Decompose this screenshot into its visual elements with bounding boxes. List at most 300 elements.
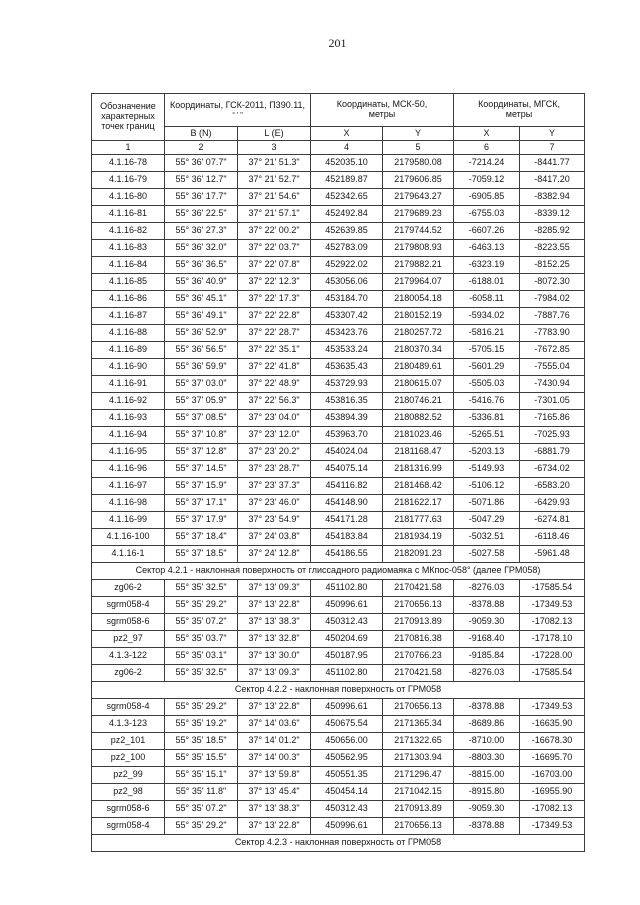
mgsk-y-value: -17082.13 [520, 801, 585, 818]
mgsk-x-value: -9059.30 [454, 801, 520, 818]
msk-x-value: 450312.43 [311, 614, 383, 631]
point-id: 4.1.16-93 [92, 410, 165, 427]
mgsk-x-value: -5106.12 [454, 478, 520, 495]
b-n-value: 55° 35' 32.5" [165, 580, 238, 597]
mgsk-x-value: -8276.03 [454, 665, 520, 682]
mgsk-y-value: -16635.90 [520, 716, 585, 733]
msk-y-value: 2181468.42 [383, 478, 454, 495]
msk-y-value: 2180746.21 [383, 393, 454, 410]
point-id: pz2_98 [92, 784, 165, 801]
header-mgsk-title: Координаты, МГСК, [478, 99, 560, 110]
point-id: 4.1.16-98 [92, 495, 165, 512]
msk-x-value: 450454.14 [311, 784, 383, 801]
b-n-value: 55° 37' 18.4" [165, 529, 238, 546]
mgsk-y-value: -17178.10 [520, 631, 585, 648]
msk-x-value: 450562.95 [311, 750, 383, 767]
point-id: pz2_100 [92, 750, 165, 767]
l-e-value: 37° 23' 04.0" [238, 410, 311, 427]
l-e-value: 37° 22' 41.8" [238, 359, 311, 376]
b-n-value: 55° 36' 22.5" [165, 206, 238, 223]
mgsk-y-value: -17349.53 [520, 597, 585, 614]
point-id: 4.1.16-86 [92, 291, 165, 308]
msk-y-value: 2171365.34 [383, 716, 454, 733]
table-row [92, 631, 585, 648]
l-e-value: 37° 13' 22.8" [238, 818, 311, 835]
msk-x-value: 452189.87 [311, 172, 383, 189]
coordinates-table [91, 93, 585, 852]
mgsk-x-value: -5934.02 [454, 308, 520, 325]
table-row [92, 546, 585, 563]
msk-y-value: 2181777.63 [383, 512, 454, 529]
l-e-value: 37° 21' 57.1" [238, 206, 311, 223]
msk-y-value: 2181168.47 [383, 444, 454, 461]
l-e-value: 37° 13' 30.0" [238, 648, 311, 665]
mgsk-y-value: -6583.20 [520, 478, 585, 495]
l-e-value: 37° 23' 28.7" [238, 461, 311, 478]
mgsk-y-value: -8072.30 [520, 274, 585, 291]
table-row [92, 733, 585, 750]
header-num-3: 3 [238, 141, 311, 155]
msk-x-value: 452035.10 [311, 155, 383, 172]
l-e-value: 37° 23' 20.2" [238, 444, 311, 461]
msk-x-value: 453729.93 [311, 376, 383, 393]
b-n-value: 55° 37' 03.0" [165, 376, 238, 393]
l-e-value: 37° 13' 22.8" [238, 699, 311, 716]
b-n-value: 55° 35' 15.1" [165, 767, 238, 784]
point-id: 4.1.16-79 [92, 172, 165, 189]
table-row [92, 716, 585, 733]
header-row-groups [92, 94, 585, 127]
point-id: pz2_97 [92, 631, 165, 648]
table-row [92, 393, 585, 410]
msk-y-value: 2170421.58 [383, 580, 454, 597]
msk-y-value: 2171042.15 [383, 784, 454, 801]
point-id: 4.1.16-84 [92, 257, 165, 274]
l-e-value: 37° 14' 01.2" [238, 733, 311, 750]
point-id: 4.1.16-94 [92, 427, 165, 444]
table-row [92, 699, 585, 716]
point-id: 4.1.16-99 [92, 512, 165, 529]
mgsk-x-value: -5149.93 [454, 461, 520, 478]
table-row [92, 189, 585, 206]
header-num-7: 7 [520, 141, 585, 155]
mgsk-y-value: -6118.46 [520, 529, 585, 546]
point-id: 4.1.16-1 [92, 546, 165, 563]
l-e-value: 37° 13' 45.4" [238, 784, 311, 801]
table-row [92, 376, 585, 393]
b-n-value: 55° 36' 27.3" [165, 223, 238, 240]
table-row [92, 291, 585, 308]
msk-x-value: 454186.55 [311, 546, 383, 563]
table-row [92, 818, 585, 835]
b-n-value: 55° 35' 07.2" [165, 614, 238, 631]
b-n-value: 55° 37' 17.9" [165, 512, 238, 529]
point-id: pz2_101 [92, 733, 165, 750]
l-e-value: 37° 13' 22.8" [238, 597, 311, 614]
table-row [92, 580, 585, 597]
mgsk-x-value: -6607.26 [454, 223, 520, 240]
msk-x-value: 453533.24 [311, 342, 383, 359]
b-n-value: 55° 36' 52.9" [165, 325, 238, 342]
table-row [92, 665, 585, 682]
mgsk-y-value: -16955.90 [520, 784, 585, 801]
header-msk-title: Координаты, МСК-50, [336, 99, 428, 110]
mgsk-x-value: -5505.03 [454, 376, 520, 393]
msk-y-value: 2170766.23 [383, 648, 454, 665]
l-e-value: 37° 22' 12.3" [238, 274, 311, 291]
point-id: 4.1.3-122 [92, 648, 165, 665]
table-row [92, 155, 585, 172]
msk-y-value: 2171303.94 [383, 750, 454, 767]
l-e-value: 37° 14' 03.6" [238, 716, 311, 733]
header-msk-group [311, 94, 454, 127]
table-row [92, 444, 585, 461]
mgsk-y-value: -17349.53 [520, 818, 585, 835]
msk-y-value: 2179882.21 [383, 257, 454, 274]
header-num-2: 2 [165, 141, 238, 155]
mgsk-y-value: -17082.13 [520, 614, 585, 631]
table-row [92, 308, 585, 325]
point-id: 4.1.16-91 [92, 376, 165, 393]
msk-x-value: 454116.82 [311, 478, 383, 495]
msk-y-value: 2179643.27 [383, 189, 454, 206]
header-msk-y: Y [383, 127, 454, 141]
table-row [92, 325, 585, 342]
mgsk-x-value: -5816.21 [454, 325, 520, 342]
mgsk-x-value: -8710.00 [454, 733, 520, 750]
msk-x-value: 452922.02 [311, 257, 383, 274]
page-number: 201 [328, 36, 347, 50]
table-row [92, 750, 585, 767]
mgsk-x-value: -5265.51 [454, 427, 520, 444]
mgsk-x-value: -5705.15 [454, 342, 520, 359]
mgsk-y-value: -8417.20 [520, 172, 585, 189]
header-mgsk-x: X [454, 127, 520, 141]
section-row [92, 563, 585, 580]
header-num-5: 5 [383, 141, 454, 155]
table-row [92, 801, 585, 818]
msk-y-value: 2171322.65 [383, 733, 454, 750]
mgsk-x-value: -5203.13 [454, 444, 520, 461]
msk-x-value: 454075.14 [311, 461, 383, 478]
table-row [92, 767, 585, 784]
msk-y-value: 2179808.93 [383, 240, 454, 257]
l-e-value: 37° 22' 03.7" [238, 240, 311, 257]
header-num-6: 6 [454, 141, 520, 155]
msk-y-value: 2182091.23 [383, 546, 454, 563]
mgsk-x-value: -5336.81 [454, 410, 520, 427]
b-n-value: 55° 35' 18.5" [165, 733, 238, 750]
l-e-value: 37° 22' 56.3" [238, 393, 311, 410]
msk-y-value: 2170816.38 [383, 631, 454, 648]
mgsk-y-value: -8152.25 [520, 257, 585, 274]
mgsk-x-value: -9059.30 [454, 614, 520, 631]
msk-x-value: 452639.85 [311, 223, 383, 240]
header-num-1: 1 [92, 141, 165, 155]
msk-x-value: 453056.06 [311, 274, 383, 291]
mgsk-x-value: -5027.58 [454, 546, 520, 563]
mgsk-y-value: -6274.81 [520, 512, 585, 529]
msk-y-value: 2171296.47 [383, 767, 454, 784]
mgsk-x-value: -8915.80 [454, 784, 520, 801]
msk-y-value: 2181622.17 [383, 495, 454, 512]
l-e-value: 37° 22' 28.7" [238, 325, 311, 342]
l-e-value: 37° 13' 09.3" [238, 580, 311, 597]
b-n-value: 55° 35' 19.2" [165, 716, 238, 733]
table-row [92, 342, 585, 359]
b-n-value: 55° 37' 15.9" [165, 478, 238, 495]
msk-x-value: 453894.39 [311, 410, 383, 427]
mgsk-x-value: -6905.85 [454, 189, 520, 206]
l-e-value: 37° 23' 54.9" [238, 512, 311, 529]
mgsk-y-value: -16695.70 [520, 750, 585, 767]
table-row [92, 410, 585, 427]
header-l-e: L (E) [238, 127, 311, 141]
section-label: Сектор 4.2.3 - наклонная поверхность от ГРМ058 [92, 835, 585, 852]
mgsk-y-value: -7430.94 [520, 376, 585, 393]
mgsk-y-value: -16678.30 [520, 733, 585, 750]
b-n-value: 55° 36' 45.1" [165, 291, 238, 308]
point-id: sgrm058-4 [92, 699, 165, 716]
point-id: 4.1.16-96 [92, 461, 165, 478]
mgsk-x-value: -5416.76 [454, 393, 520, 410]
msk-y-value: 2180257.72 [383, 325, 454, 342]
msk-x-value: 450187.95 [311, 648, 383, 665]
b-n-value: 55° 35' 07.2" [165, 801, 238, 818]
mgsk-y-value: -8382.94 [520, 189, 585, 206]
table-row [92, 427, 585, 444]
table-row [92, 257, 585, 274]
b-n-value: 55° 35' 15.5" [165, 750, 238, 767]
mgsk-y-value: -8339.12 [520, 206, 585, 223]
mgsk-y-value: -7025.93 [520, 427, 585, 444]
mgsk-y-value: -7555.04 [520, 359, 585, 376]
point-id: 4.1.16-81 [92, 206, 165, 223]
mgsk-x-value: -8378.88 [454, 699, 520, 716]
msk-x-value: 453816.35 [311, 393, 383, 410]
msk-x-value: 450656.00 [311, 733, 383, 750]
msk-x-value: 453307.42 [311, 308, 383, 325]
table-row [92, 529, 585, 546]
mgsk-x-value: -5071.86 [454, 495, 520, 512]
b-n-value: 55° 36' 56.5" [165, 342, 238, 359]
msk-y-value: 2170421.58 [383, 665, 454, 682]
mgsk-x-value: -6058.11 [454, 291, 520, 308]
msk-x-value: 454148.90 [311, 495, 383, 512]
mgsk-x-value: -8276.03 [454, 580, 520, 597]
mgsk-y-value: -17585.54 [520, 580, 585, 597]
section-row [92, 682, 585, 699]
mgsk-x-value: -8815.00 [454, 767, 520, 784]
table-row [92, 359, 585, 376]
b-n-value: 55° 37' 05.9" [165, 393, 238, 410]
point-id: 4.1.16-85 [92, 274, 165, 291]
msk-x-value: 450312.43 [311, 801, 383, 818]
msk-y-value: 2179964.07 [383, 274, 454, 291]
point-id: 4.1.16-97 [92, 478, 165, 495]
table-body [92, 155, 585, 852]
b-n-value: 55° 35' 32.5" [165, 665, 238, 682]
l-e-value: 37° 14' 00.3" [238, 750, 311, 767]
table-row [92, 274, 585, 291]
header-row-subcolumns [92, 127, 585, 141]
mgsk-y-value: -8441.77 [520, 155, 585, 172]
msk-x-value: 451102.80 [311, 580, 383, 597]
mgsk-y-value: -5961.48 [520, 546, 585, 563]
mgsk-x-value: -8689.86 [454, 716, 520, 733]
l-e-value: 37° 23' 37.3" [238, 478, 311, 495]
b-n-value: 55° 35' 29.2" [165, 699, 238, 716]
point-id: sgrm058-6 [92, 614, 165, 631]
point-id: sgrm058-4 [92, 597, 165, 614]
b-n-value: 55° 35' 11.8" [165, 784, 238, 801]
table-row [92, 206, 585, 223]
l-e-value: 37° 24' 03.8" [238, 529, 311, 546]
table-row [92, 597, 585, 614]
b-n-value: 55° 36' 59.9" [165, 359, 238, 376]
b-n-value: 55° 35' 29.2" [165, 597, 238, 614]
msk-y-value: 2180054.18 [383, 291, 454, 308]
msk-x-value: 454183.84 [311, 529, 383, 546]
l-e-value: 37° 22' 07.8" [238, 257, 311, 274]
section-label: Сектор 4.2.2 - наклонная поверхность от ГРМ058 [92, 682, 585, 699]
msk-y-value: 2170913.89 [383, 801, 454, 818]
msk-y-value: 2180489.61 [383, 359, 454, 376]
point-id: 4.1.16-100 [92, 529, 165, 546]
b-n-value: 55° 36' 40.9" [165, 274, 238, 291]
b-n-value: 55° 36' 12.7" [165, 172, 238, 189]
l-e-value: 37° 23' 12.0" [238, 427, 311, 444]
mgsk-x-value: -6188.01 [454, 274, 520, 291]
mgsk-y-value: -7672.85 [520, 342, 585, 359]
mgsk-x-value: -7059.12 [454, 172, 520, 189]
table-row [92, 461, 585, 478]
l-e-value: 37° 23' 46.0" [238, 495, 311, 512]
mgsk-y-value: -8223.55 [520, 240, 585, 257]
msk-y-value: 2180152.19 [383, 308, 454, 325]
b-n-value: 55° 36' 49.1" [165, 308, 238, 325]
msk-y-value: 2180370.34 [383, 342, 454, 359]
section-label: Сектор 4.2.1 - наклонная поверхность от глиссадного радиомаяка с МКпос-058° (далее ГРМ058) [92, 563, 585, 580]
msk-x-value: 450996.61 [311, 699, 383, 716]
section-row [92, 835, 585, 852]
header-num-4: 4 [311, 141, 383, 155]
point-id: 4.1.16-88 [92, 325, 165, 342]
msk-y-value: 2179580.08 [383, 155, 454, 172]
l-e-value: 37° 22' 17.3" [238, 291, 311, 308]
mgsk-x-value: -5601.29 [454, 359, 520, 376]
point-id: sgrm058-6 [92, 801, 165, 818]
table-row [92, 495, 585, 512]
header-gsk-units: ° ' " [232, 111, 243, 119]
msk-x-value: 450996.61 [311, 597, 383, 614]
mgsk-y-value: -6734.02 [520, 461, 585, 478]
l-e-value: 37° 21' 52.7" [238, 172, 311, 189]
msk-x-value: 451102.80 [311, 665, 383, 682]
header-msk-units: метры [368, 109, 396, 119]
header-designation: Обозначение характерных точек границ [92, 94, 165, 141]
msk-x-value: 452492.84 [311, 206, 383, 223]
mgsk-y-value: -17349.53 [520, 699, 585, 716]
mgsk-x-value: -8803.30 [454, 750, 520, 767]
msk-y-value: 2170913.89 [383, 614, 454, 631]
table-row [92, 478, 585, 495]
msk-y-value: 2179606.85 [383, 172, 454, 189]
msk-x-value: 452342.65 [311, 189, 383, 206]
header-mgsk-group [454, 94, 585, 127]
l-e-value: 37° 13' 59.8" [238, 767, 311, 784]
point-id: 4.1.16-92 [92, 393, 165, 410]
msk-x-value: 450551.35 [311, 767, 383, 784]
header-mgsk-units: метры [505, 109, 533, 119]
mgsk-y-value: -6881.79 [520, 444, 585, 461]
msk-x-value: 453963.70 [311, 427, 383, 444]
msk-x-value: 453184.70 [311, 291, 383, 308]
b-n-value: 55° 36' 07.7" [165, 155, 238, 172]
point-id: 4.1.16-83 [92, 240, 165, 257]
point-id: 4.1.16-95 [92, 444, 165, 461]
l-e-value: 37° 13' 38.3" [238, 801, 311, 818]
b-n-value: 55° 36' 17.7" [165, 189, 238, 206]
point-id: sgrm058-4 [92, 818, 165, 835]
point-id: 4.1.16-89 [92, 342, 165, 359]
b-n-value: 55° 36' 36.5" [165, 257, 238, 274]
point-id: zg06-2 [92, 665, 165, 682]
msk-x-value: 450675.54 [311, 716, 383, 733]
b-n-value: 55° 36' 32.0" [165, 240, 238, 257]
l-e-value: 37° 22' 35.1" [238, 342, 311, 359]
msk-y-value: 2179744.52 [383, 223, 454, 240]
mgsk-y-value: -7887.76 [520, 308, 585, 325]
mgsk-y-value: -7301.05 [520, 393, 585, 410]
header-row-numbers [92, 141, 585, 155]
mgsk-y-value: -17228.00 [520, 648, 585, 665]
b-n-value: 55° 37' 12.8" [165, 444, 238, 461]
mgsk-y-value: -7984.02 [520, 291, 585, 308]
mgsk-x-value: -6323.19 [454, 257, 520, 274]
point-id: 4.1.16-80 [92, 189, 165, 206]
msk-y-value: 2180882.52 [383, 410, 454, 427]
msk-x-value: 450996.61 [311, 818, 383, 835]
msk-x-value: 453635.43 [311, 359, 383, 376]
msk-y-value: 2180615.07 [383, 376, 454, 393]
b-n-value: 55° 37' 17.1" [165, 495, 238, 512]
l-e-value: 37° 13' 38.3" [238, 614, 311, 631]
point-id: 4.1.16-82 [92, 223, 165, 240]
b-n-value: 55° 35' 29.2" [165, 818, 238, 835]
msk-x-value: 454171.28 [311, 512, 383, 529]
b-n-value: 55° 35' 03.1" [165, 648, 238, 665]
mgsk-y-value: -6429.93 [520, 495, 585, 512]
table-row [92, 172, 585, 189]
point-id: 4.1.16-87 [92, 308, 165, 325]
mgsk-x-value: -6755.03 [454, 206, 520, 223]
mgsk-x-value: -9185.84 [454, 648, 520, 665]
point-id: 4.1.16-78 [92, 155, 165, 172]
msk-y-value: 2170656.13 [383, 818, 454, 835]
l-e-value: 37° 21' 51.3" [238, 155, 311, 172]
l-e-value: 37° 24' 12.8" [238, 546, 311, 563]
table-row [92, 614, 585, 631]
b-n-value: 55° 35' 03.7" [165, 631, 238, 648]
mgsk-x-value: -7214.24 [454, 155, 520, 172]
table-header [92, 94, 585, 155]
table-row [92, 648, 585, 665]
l-e-value: 37° 13' 09.3" [238, 665, 311, 682]
msk-y-value: 2181316.99 [383, 461, 454, 478]
mgsk-x-value: -8378.88 [454, 818, 520, 835]
msk-y-value: 2170656.13 [383, 597, 454, 614]
